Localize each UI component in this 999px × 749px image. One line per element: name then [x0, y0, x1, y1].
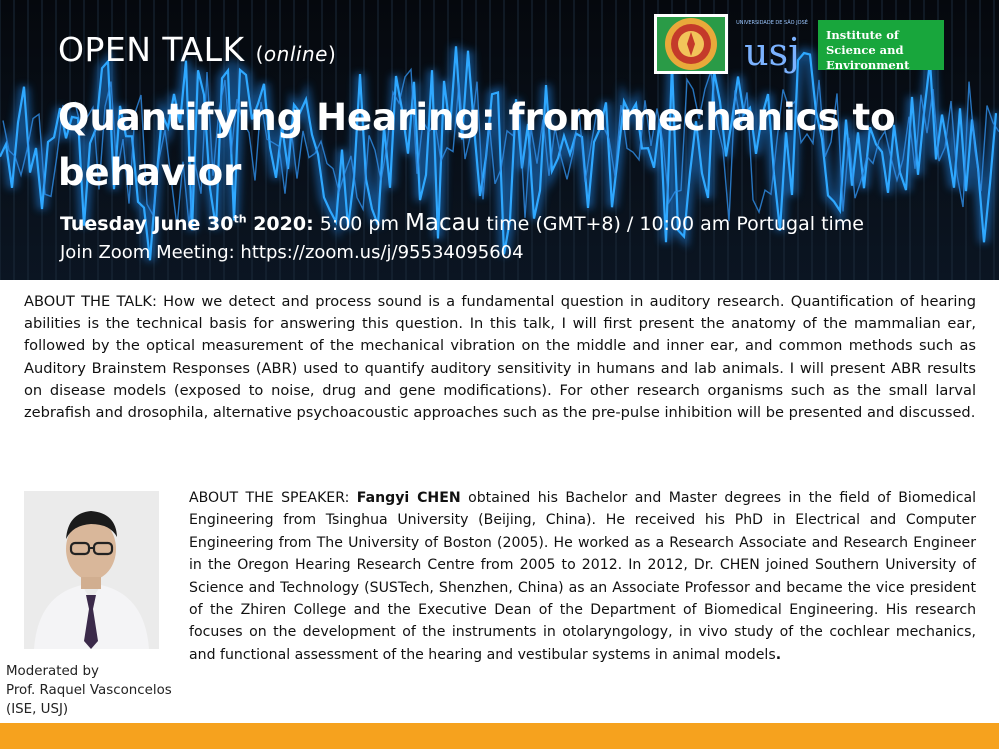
usj-small-text: UNIVERSIDADE DE SÃO JOSÉ: [736, 20, 808, 26]
usj-logo: [736, 15, 808, 75]
zoom-link[interactable]: Join Zoom Meeting: https://zoom.us/j/95534095604: [60, 242, 524, 263]
moderator-line-1: Moderated by: [6, 664, 99, 679]
talk-datetime: [60, 210, 864, 236]
time-rest: time (GMT+8) / 10:00 am Portugal time: [480, 213, 864, 235]
bottom-accent-bar: [0, 723, 999, 749]
about-speaker-prefix: ABOUT THE SPEAKER:: [189, 490, 357, 506]
usj-text: usj: [744, 30, 800, 74]
moderator-credit: [6, 662, 172, 719]
ise-logo-text: Institute of Science and Environment: [826, 28, 910, 72]
date-suffix: th: [233, 212, 247, 226]
about-speaker-paragraph: [189, 487, 976, 666]
ise-logo: [818, 20, 944, 70]
open-talk-label: OPEN TALK: [58, 30, 245, 69]
time-local: 5:00 pm: [313, 213, 406, 235]
online-label: online: [263, 42, 328, 66]
about-talk-paragraph: ABOUT THE TALK: How we detect and process sound is a fundamental question in auditory research. Quantification of hearing abilities is the technical basis for answering this question. In this talk, I will first present the anatomy of the mammalian ear, followed by the optical measurement of the mechanical vibration on the middle and inner ear, and common methods such as Auditory Brainstem Responses (ABR) used to quantify auditory sensitivity in humans and lab animals. I will present ABR results on disease models (exposed to noise, drug and gene modifications). For other research organisms such as the small larval zebrafish and drosophila, alternative psychoacoustic approaches such as the pre-pulse inhibition will be presented and discussed.: [24, 293, 976, 422]
speaker-name: Fangyi CHEN: [356, 490, 461, 506]
moderator-line-3: (ISE, USJ): [6, 702, 69, 717]
about-speaker-end: .: [775, 646, 782, 663]
about-speaker-body: obtained his Bachelor and Master degrees in the field of Biomedical Engineering from Tsinghua University (Beijing, China). He received his PhD in Electrical and Computer Engineering from The University of Boston (2005). He worked as a Research Associate and Research Engineer in the Oregon Hearing Research Centre from 2005 to 2012. In 2012, Dr. CHEN joined Southern University of Science and Technology (SUSTech, Shenzhen, China) as an Associate Professor and became the vice president of the Zhiren College and the Executive Dean of the Department of Biomedical Engineering. His research focuses on the development of the instruments in otolaryngology, in vivo study of the cochlear mechanics, and functional assessment of the hearing and vestibular systems in animal models: [189, 490, 977, 663]
online-open-paren: (: [255, 42, 264, 66]
date-year: 2020:: [246, 213, 314, 235]
speaker-photo: [24, 491, 159, 649]
macau-label: Macau: [405, 210, 481, 236]
online-close-paren: ): [327, 42, 337, 66]
talk-title: Quantifying Hearing: from mechanics to behavior: [58, 96, 896, 194]
open-talk-heading: [58, 30, 336, 69]
date-prefix: Tuesday June 30: [60, 213, 234, 235]
header-banner: [0, 0, 999, 280]
seal-logo: [654, 14, 728, 74]
moderator-line-2: Prof. Raquel Vasconcelos: [6, 683, 172, 698]
